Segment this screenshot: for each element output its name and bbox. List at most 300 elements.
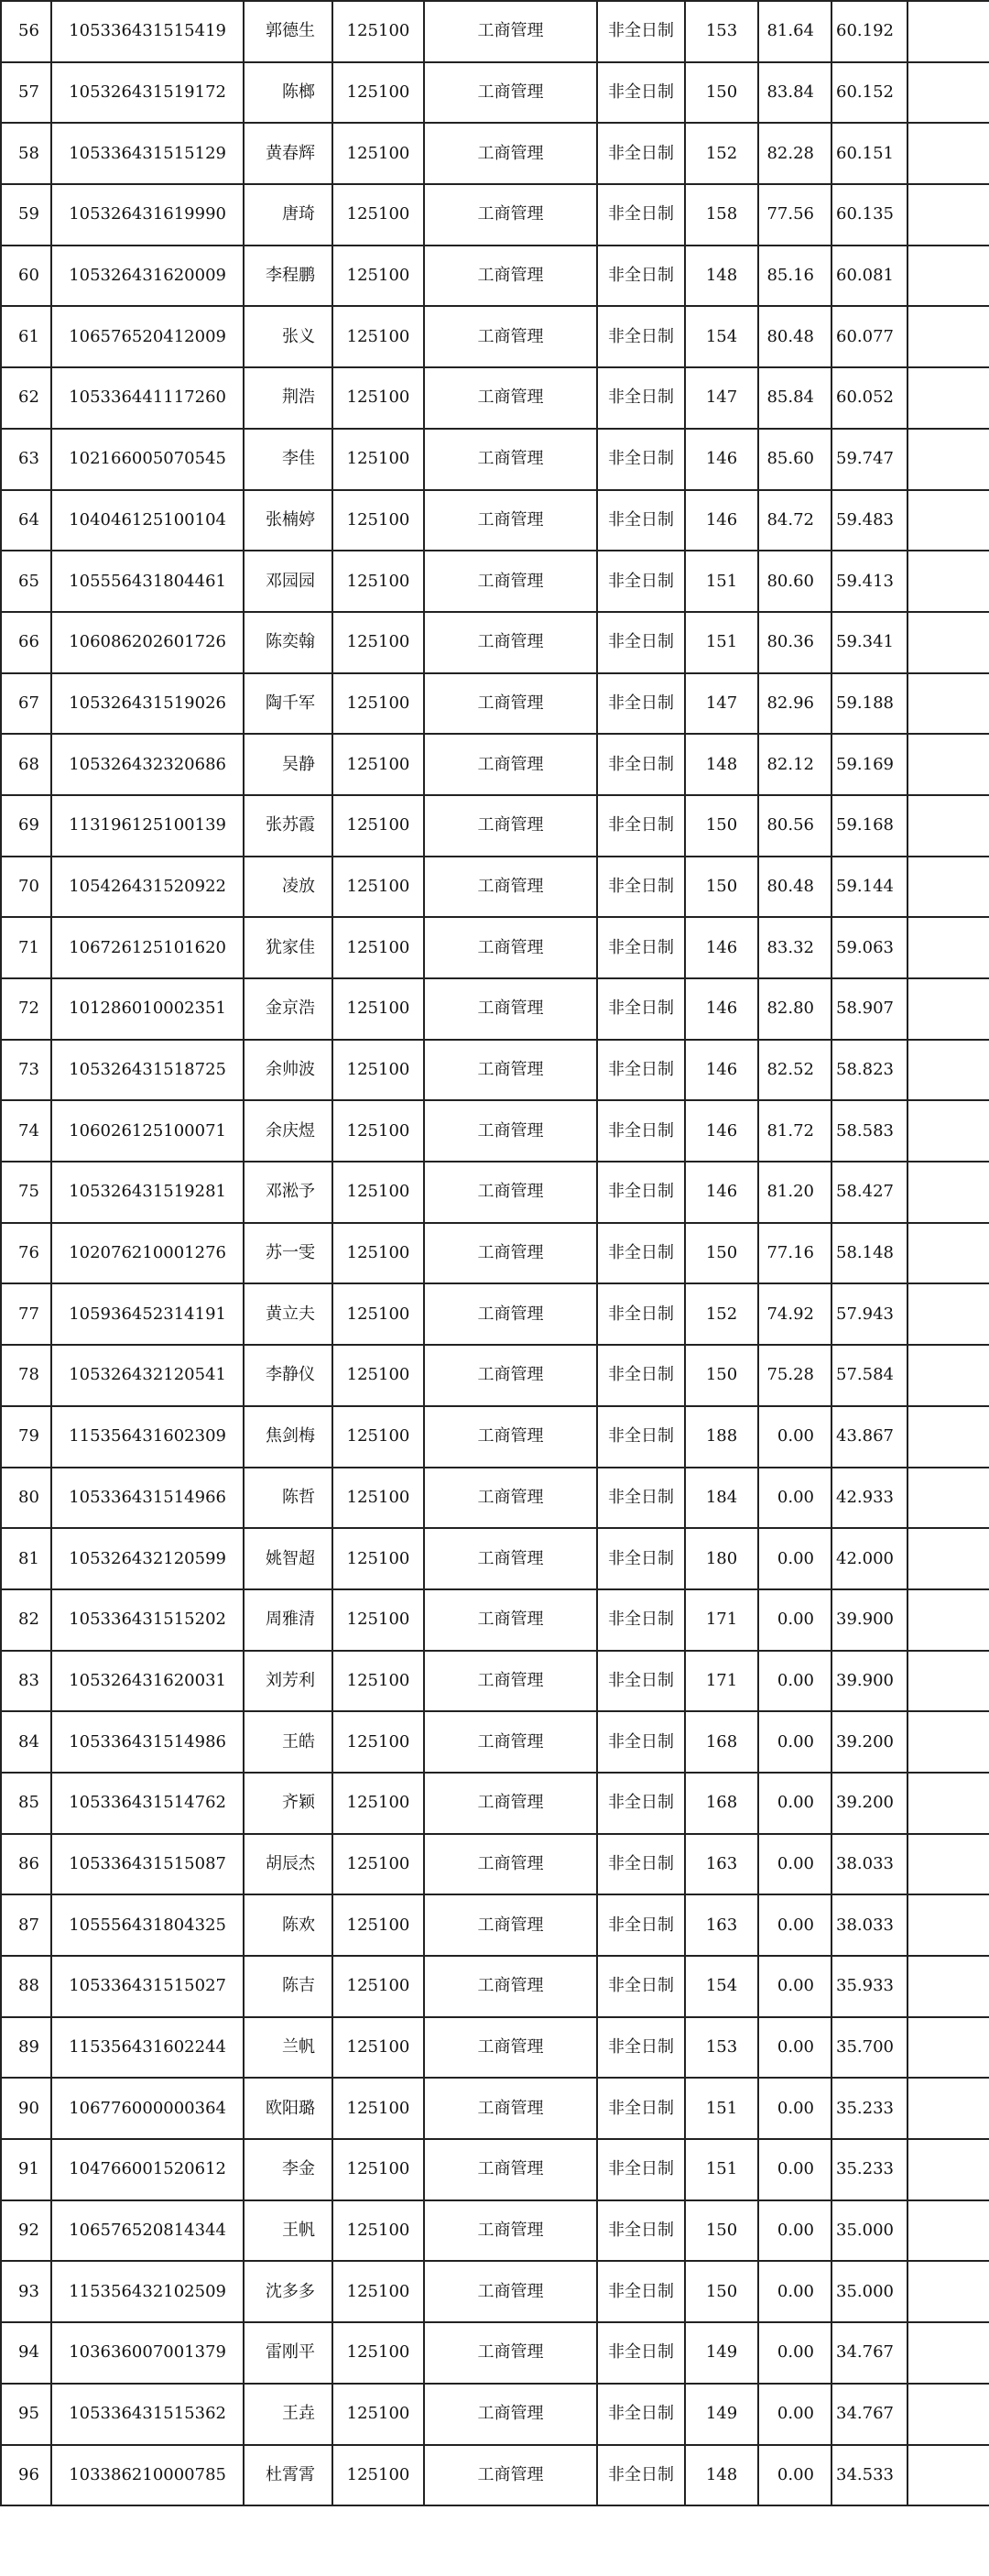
retest-score-cell: 81.20 (758, 1162, 831, 1223)
total-score-cell: 42.933 (831, 1468, 907, 1529)
study-type-cell: 非全日制 (597, 2139, 685, 2200)
initial-score-cell: 150 (685, 1345, 758, 1406)
registration-number-cell: 105326431619990 (51, 184, 244, 246)
row-number-cell: 62 (1, 367, 51, 429)
candidate-name-cell: 苏一雯 (244, 1223, 332, 1284)
remark-cell (907, 917, 989, 978)
major-name-cell: 工商管理 (424, 1956, 597, 2017)
major-name-cell: 工商管理 (424, 1834, 597, 1895)
table-row (1, 2078, 989, 2139)
major-name-cell: 工商管理 (424, 184, 597, 246)
major-name-cell: 工商管理 (424, 1283, 597, 1345)
candidate-name-cell: 陈吉 (244, 1956, 332, 2017)
major-name-cell: 工商管理 (424, 306, 597, 367)
major-name-cell: 工商管理 (424, 2384, 597, 2445)
study-type-cell: 非全日制 (597, 1100, 685, 1162)
major-name-cell: 工商管理 (424, 795, 597, 857)
initial-score-cell: 152 (685, 123, 758, 184)
total-score-cell: 57.584 (831, 1345, 907, 1406)
row-number-cell: 76 (1, 1223, 51, 1284)
remark-cell (907, 1223, 989, 1284)
retest-score-cell: 82.12 (758, 734, 831, 795)
remark-cell (907, 2384, 989, 2445)
initial-score-cell: 163 (685, 1834, 758, 1895)
study-type-cell: 非全日制 (597, 1406, 685, 1468)
retest-score-cell: 0.00 (758, 2261, 831, 2322)
major-code-cell: 125100 (332, 1040, 424, 1101)
major-name-cell: 工商管理 (424, 1894, 597, 1956)
initial-score-cell: 171 (685, 1651, 758, 1712)
major-name-cell: 工商管理 (424, 2322, 597, 2384)
table-row (1, 1283, 989, 1345)
total-score-cell: 59.341 (831, 612, 907, 673)
registration-number-cell: 105326431620009 (51, 246, 244, 307)
major-code-cell: 125100 (332, 367, 424, 429)
initial-score-cell: 150 (685, 2200, 758, 2262)
retest-score-cell: 0.00 (758, 2078, 831, 2139)
major-name-cell: 工商管理 (424, 673, 597, 735)
initial-score-cell: 150 (685, 62, 758, 124)
registration-number-cell: 105326431519281 (51, 1162, 244, 1223)
registration-number-cell: 115356431602309 (51, 1406, 244, 1468)
row-number-cell: 85 (1, 1773, 51, 1834)
registration-number-cell: 102166005070545 (51, 429, 244, 490)
major-code-cell: 125100 (332, 306, 424, 367)
registration-number-cell: 105326432120541 (51, 1345, 244, 1406)
total-score-cell: 58.823 (831, 1040, 907, 1101)
initial-score-cell: 168 (685, 1711, 758, 1773)
major-name-cell: 工商管理 (424, 1040, 597, 1101)
registration-number-cell: 105336431514986 (51, 1711, 244, 1773)
table-row (1, 917, 989, 978)
total-score-cell: 60.081 (831, 246, 907, 307)
registration-number-cell: 105326431519172 (51, 62, 244, 124)
initial-score-cell: 148 (685, 246, 758, 307)
retest-score-cell: 0.00 (758, 2322, 831, 2384)
major-code-cell: 125100 (332, 2445, 424, 2506)
remark-cell (907, 306, 989, 367)
initial-score-cell: 147 (685, 673, 758, 735)
major-code-cell: 125100 (332, 246, 424, 307)
remark-cell (907, 1773, 989, 1834)
total-score-cell: 57.943 (831, 1283, 907, 1345)
initial-score-cell: 171 (685, 1589, 758, 1651)
candidate-name-cell: 张楠婷 (244, 490, 332, 551)
remark-cell (907, 1162, 989, 1223)
retest-score-cell: 77.56 (758, 184, 831, 246)
candidate-name-cell: 沈多多 (244, 2261, 332, 2322)
table-row (1, 2139, 989, 2200)
initial-score-cell: 148 (685, 734, 758, 795)
major-name-cell: 工商管理 (424, 1773, 597, 1834)
major-code-cell: 125100 (332, 1223, 424, 1284)
major-code-cell: 125100 (332, 123, 424, 184)
candidate-name-cell: 兰帆 (244, 2017, 332, 2079)
initial-score-cell: 180 (685, 1528, 758, 1589)
row-number-cell: 81 (1, 1528, 51, 1589)
table-row (1, 1834, 989, 1895)
table-row (1, 2445, 989, 2506)
row-number-cell: 96 (1, 2445, 51, 2506)
total-score-cell: 59.168 (831, 795, 907, 857)
major-code-cell: 125100 (332, 1162, 424, 1223)
retest-score-cell: 83.32 (758, 917, 831, 978)
study-type-cell: 非全日制 (597, 1283, 685, 1345)
total-score-cell: 60.152 (831, 62, 907, 124)
candidate-name-cell: 张苏霞 (244, 795, 332, 857)
row-number-cell: 57 (1, 62, 51, 124)
major-code-cell: 125100 (332, 429, 424, 490)
major-name-cell: 工商管理 (424, 1711, 597, 1773)
registration-number-cell: 115356432102509 (51, 2261, 244, 2322)
candidate-name-cell: 吴静 (244, 734, 332, 795)
total-score-cell: 59.144 (831, 857, 907, 918)
table-row (1, 62, 989, 124)
major-code-cell: 125100 (332, 490, 424, 551)
major-code-cell: 125100 (332, 1711, 424, 1773)
row-number-cell: 93 (1, 2261, 51, 2322)
study-type-cell: 非全日制 (597, 734, 685, 795)
table-row (1, 1468, 989, 1529)
total-score-cell: 60.192 (831, 1, 907, 62)
study-type-cell: 非全日制 (597, 1040, 685, 1101)
total-score-cell: 34.767 (831, 2384, 907, 2445)
row-number-cell: 80 (1, 1468, 51, 1529)
total-score-cell: 58.583 (831, 1100, 907, 1162)
remark-cell (907, 2261, 989, 2322)
table-row (1, 2384, 989, 2445)
major-code-cell: 125100 (332, 1651, 424, 1712)
retest-score-cell: 0.00 (758, 1956, 831, 2017)
candidate-name-cell: 王帆 (244, 2200, 332, 2262)
candidate-name-cell: 李金 (244, 2139, 332, 2200)
retest-score-cell: 0.00 (758, 1528, 831, 1589)
retest-score-cell: 80.56 (758, 795, 831, 857)
study-type-cell: 非全日制 (597, 1, 685, 62)
initial-score-cell: 149 (685, 2322, 758, 2384)
candidate-name-cell: 李佳 (244, 429, 332, 490)
candidate-name-cell: 陈榔 (244, 62, 332, 124)
retest-score-cell: 0.00 (758, 1589, 831, 1651)
remark-cell (907, 1100, 989, 1162)
registration-number-cell: 105336431515362 (51, 2384, 244, 2445)
registration-number-cell: 105426431520922 (51, 857, 244, 918)
registration-number-cell: 115356431602244 (51, 2017, 244, 2079)
table-row (1, 1100, 989, 1162)
study-type-cell: 非全日制 (597, 306, 685, 367)
retest-score-cell: 85.84 (758, 367, 831, 429)
retest-score-cell: 0.00 (758, 2017, 831, 2079)
row-number-cell: 71 (1, 917, 51, 978)
candidate-name-cell: 唐琦 (244, 184, 332, 246)
study-type-cell: 非全日制 (597, 2078, 685, 2139)
total-score-cell: 35.933 (831, 1956, 907, 2017)
initial-score-cell: 146 (685, 1100, 758, 1162)
row-number-cell: 65 (1, 551, 51, 612)
initial-score-cell: 150 (685, 857, 758, 918)
study-type-cell: 非全日制 (597, 2322, 685, 2384)
row-number-cell: 61 (1, 306, 51, 367)
major-code-cell: 125100 (332, 734, 424, 795)
study-type-cell: 非全日制 (597, 184, 685, 246)
total-score-cell: 59.483 (831, 490, 907, 551)
row-number-cell: 60 (1, 246, 51, 307)
table-row (1, 612, 989, 673)
table-row (1, 734, 989, 795)
retest-score-cell: 0.00 (758, 1773, 831, 1834)
study-type-cell: 非全日制 (597, 1468, 685, 1529)
initial-score-cell: 148 (685, 2445, 758, 2506)
table-row (1, 1406, 989, 1468)
row-number-cell: 59 (1, 184, 51, 246)
registration-number-cell: 106726125101620 (51, 917, 244, 978)
row-number-cell: 91 (1, 2139, 51, 2200)
major-name-cell: 工商管理 (424, 1528, 597, 1589)
major-code-cell: 125100 (332, 2261, 424, 2322)
total-score-cell: 60.151 (831, 123, 907, 184)
major-name-cell: 工商管理 (424, 1223, 597, 1284)
total-score-cell: 34.533 (831, 2445, 907, 2506)
row-number-cell: 64 (1, 490, 51, 551)
major-code-cell: 125100 (332, 1100, 424, 1162)
registration-number-cell: 105336431515419 (51, 1, 244, 62)
registration-number-cell: 105556431804461 (51, 551, 244, 612)
remark-cell (907, 795, 989, 857)
table-row (1, 1894, 989, 1956)
major-code-cell: 125100 (332, 612, 424, 673)
retest-score-cell: 0.00 (758, 1711, 831, 1773)
registration-number-cell: 103636007001379 (51, 2322, 244, 2384)
initial-score-cell: 154 (685, 1956, 758, 2017)
table-row (1, 857, 989, 918)
study-type-cell: 非全日制 (597, 673, 685, 735)
retest-score-cell: 0.00 (758, 2200, 831, 2262)
total-score-cell: 59.188 (831, 673, 907, 735)
major-name-cell: 工商管理 (424, 551, 597, 612)
row-number-cell: 84 (1, 1711, 51, 1773)
total-score-cell: 59.747 (831, 429, 907, 490)
remark-cell (907, 551, 989, 612)
initial-score-cell: 150 (685, 795, 758, 857)
total-score-cell: 60.077 (831, 306, 907, 367)
initial-score-cell: 147 (685, 367, 758, 429)
initial-score-cell: 152 (685, 1283, 758, 1345)
table-row (1, 1345, 989, 1406)
row-number-cell: 83 (1, 1651, 51, 1712)
study-type-cell: 非全日制 (597, 1956, 685, 2017)
initial-score-cell: 153 (685, 2017, 758, 2079)
table-row (1, 306, 989, 367)
candidate-name-cell: 欧阳璐 (244, 2078, 332, 2139)
major-code-cell: 125100 (332, 1589, 424, 1651)
major-code-cell: 125100 (332, 673, 424, 735)
registration-number-cell: 106576520814344 (51, 2200, 244, 2262)
candidate-name-cell: 陶千军 (244, 673, 332, 735)
retest-score-cell: 84.72 (758, 490, 831, 551)
major-name-cell: 工商管理 (424, 978, 597, 1040)
remark-cell (907, 2017, 989, 2079)
retest-score-cell: 80.48 (758, 857, 831, 918)
major-name-cell: 工商管理 (424, 429, 597, 490)
study-type-cell: 非全日制 (597, 2384, 685, 2445)
row-number-cell: 63 (1, 429, 51, 490)
remark-cell (907, 1345, 989, 1406)
major-name-cell: 工商管理 (424, 917, 597, 978)
study-type-cell: 非全日制 (597, 1773, 685, 1834)
retest-score-cell: 81.72 (758, 1100, 831, 1162)
candidate-name-cell: 刘芳利 (244, 1651, 332, 1712)
major-name-cell: 工商管理 (424, 246, 597, 307)
registration-number-cell: 106776000000364 (51, 2078, 244, 2139)
major-code-cell: 125100 (332, 184, 424, 246)
initial-score-cell: 151 (685, 2078, 758, 2139)
major-code-cell: 125100 (332, 1894, 424, 1956)
major-code-cell: 125100 (332, 551, 424, 612)
table-row (1, 1162, 989, 1223)
registration-number-cell: 105326431620031 (51, 1651, 244, 1712)
remark-cell (907, 2445, 989, 2506)
remark-cell (907, 1711, 989, 1773)
retest-score-cell: 82.28 (758, 123, 831, 184)
retest-score-cell: 0.00 (758, 1468, 831, 1529)
retest-score-cell: 82.80 (758, 978, 831, 1040)
remark-cell (907, 1468, 989, 1529)
row-number-cell: 89 (1, 2017, 51, 2079)
row-number-cell: 72 (1, 978, 51, 1040)
major-name-cell: 工商管理 (424, 734, 597, 795)
table-row (1, 978, 989, 1040)
major-name-cell: 工商管理 (424, 1406, 597, 1468)
study-type-cell: 非全日制 (597, 1894, 685, 1956)
candidate-name-cell: 郭德生 (244, 1, 332, 62)
registration-number-cell: 105326432120599 (51, 1528, 244, 1589)
registration-number-cell: 104766001520612 (51, 2139, 244, 2200)
major-code-cell: 125100 (332, 1283, 424, 1345)
total-score-cell: 58.148 (831, 1223, 907, 1284)
row-number-cell: 87 (1, 1894, 51, 1956)
major-code-cell: 125100 (332, 2017, 424, 2079)
row-number-cell: 88 (1, 1956, 51, 2017)
total-score-cell: 35.700 (831, 2017, 907, 2079)
row-number-cell: 79 (1, 1406, 51, 1468)
total-score-cell: 39.900 (831, 1651, 907, 1712)
table-row (1, 795, 989, 857)
table-row (1, 123, 989, 184)
total-score-cell: 59.413 (831, 551, 907, 612)
retest-score-cell: 0.00 (758, 1834, 831, 1895)
major-code-cell: 125100 (332, 795, 424, 857)
study-type-cell: 非全日制 (597, 2017, 685, 2079)
major-name-cell: 工商管理 (424, 2200, 597, 2262)
initial-score-cell: 158 (685, 184, 758, 246)
major-code-cell: 125100 (332, 917, 424, 978)
table-row (1, 490, 989, 551)
candidate-name-cell: 杜霄霄 (244, 2445, 332, 2506)
study-type-cell: 非全日制 (597, 123, 685, 184)
retest-score-cell: 82.52 (758, 1040, 831, 1101)
table-row (1, 2322, 989, 2384)
table-row (1, 184, 989, 246)
remark-cell (907, 857, 989, 918)
retest-score-cell: 80.36 (758, 612, 831, 673)
total-score-cell: 58.427 (831, 1162, 907, 1223)
row-number-cell: 69 (1, 795, 51, 857)
initial-score-cell: 150 (685, 1223, 758, 1284)
initial-score-cell: 184 (685, 1468, 758, 1529)
row-number-cell: 77 (1, 1283, 51, 1345)
total-score-cell: 39.900 (831, 1589, 907, 1651)
remark-cell (907, 1834, 989, 1895)
study-type-cell: 非全日制 (597, 429, 685, 490)
initial-score-cell: 146 (685, 429, 758, 490)
row-number-cell: 95 (1, 2384, 51, 2445)
remark-cell (907, 184, 989, 246)
registration-number-cell: 105336431515087 (51, 1834, 244, 1895)
major-name-cell: 工商管理 (424, 1345, 597, 1406)
major-code-cell: 125100 (332, 1406, 424, 1468)
major-name-cell: 工商管理 (424, 2445, 597, 2506)
retest-score-cell: 80.60 (758, 551, 831, 612)
table-row (1, 429, 989, 490)
initial-score-cell: 146 (685, 978, 758, 1040)
study-type-cell: 非全日制 (597, 612, 685, 673)
row-number-cell: 90 (1, 2078, 51, 2139)
total-score-cell: 59.063 (831, 917, 907, 978)
registration-number-cell: 105326431518725 (51, 1040, 244, 1101)
study-type-cell: 非全日制 (597, 367, 685, 429)
study-type-cell: 非全日制 (597, 857, 685, 918)
study-type-cell: 非全日制 (597, 246, 685, 307)
initial-score-cell: 146 (685, 917, 758, 978)
registration-number-cell: 103386210000785 (51, 2445, 244, 2506)
major-name-cell: 工商管理 (424, 2261, 597, 2322)
registration-number-cell: 105336431514762 (51, 1773, 244, 1834)
major-name-cell: 工商管理 (424, 1, 597, 62)
major-code-cell: 125100 (332, 2139, 424, 2200)
candidate-name-cell: 黄立夫 (244, 1283, 332, 1345)
candidate-name-cell: 荆浩 (244, 367, 332, 429)
study-type-cell: 非全日制 (597, 1162, 685, 1223)
registration-number-cell: 105326432320686 (51, 734, 244, 795)
registration-number-cell: 105336431515027 (51, 1956, 244, 2017)
major-code-cell: 125100 (332, 2200, 424, 2262)
major-code-cell: 125100 (332, 62, 424, 124)
table-row (1, 1040, 989, 1101)
candidate-name-cell: 凌放 (244, 857, 332, 918)
retest-score-cell: 0.00 (758, 2384, 831, 2445)
remark-cell (907, 2200, 989, 2262)
major-name-cell: 工商管理 (424, 2139, 597, 2200)
table-row (1, 2017, 989, 2079)
table-row (1, 551, 989, 612)
remark-cell (907, 2078, 989, 2139)
study-type-cell: 非全日制 (597, 551, 685, 612)
total-score-cell: 35.233 (831, 2139, 907, 2200)
remark-cell (907, 367, 989, 429)
retest-score-cell: 75.28 (758, 1345, 831, 1406)
table-row (1, 1, 989, 62)
major-name-cell: 工商管理 (424, 1589, 597, 1651)
row-number-cell: 68 (1, 734, 51, 795)
registration-number-cell: 101286010002351 (51, 978, 244, 1040)
study-type-cell: 非全日制 (597, 1834, 685, 1895)
remark-cell (907, 429, 989, 490)
initial-score-cell: 146 (685, 490, 758, 551)
retest-score-cell: 82.96 (758, 673, 831, 735)
major-code-cell: 125100 (332, 1773, 424, 1834)
retest-score-cell: 74.92 (758, 1283, 831, 1345)
registration-number-cell: 105336431515202 (51, 1589, 244, 1651)
